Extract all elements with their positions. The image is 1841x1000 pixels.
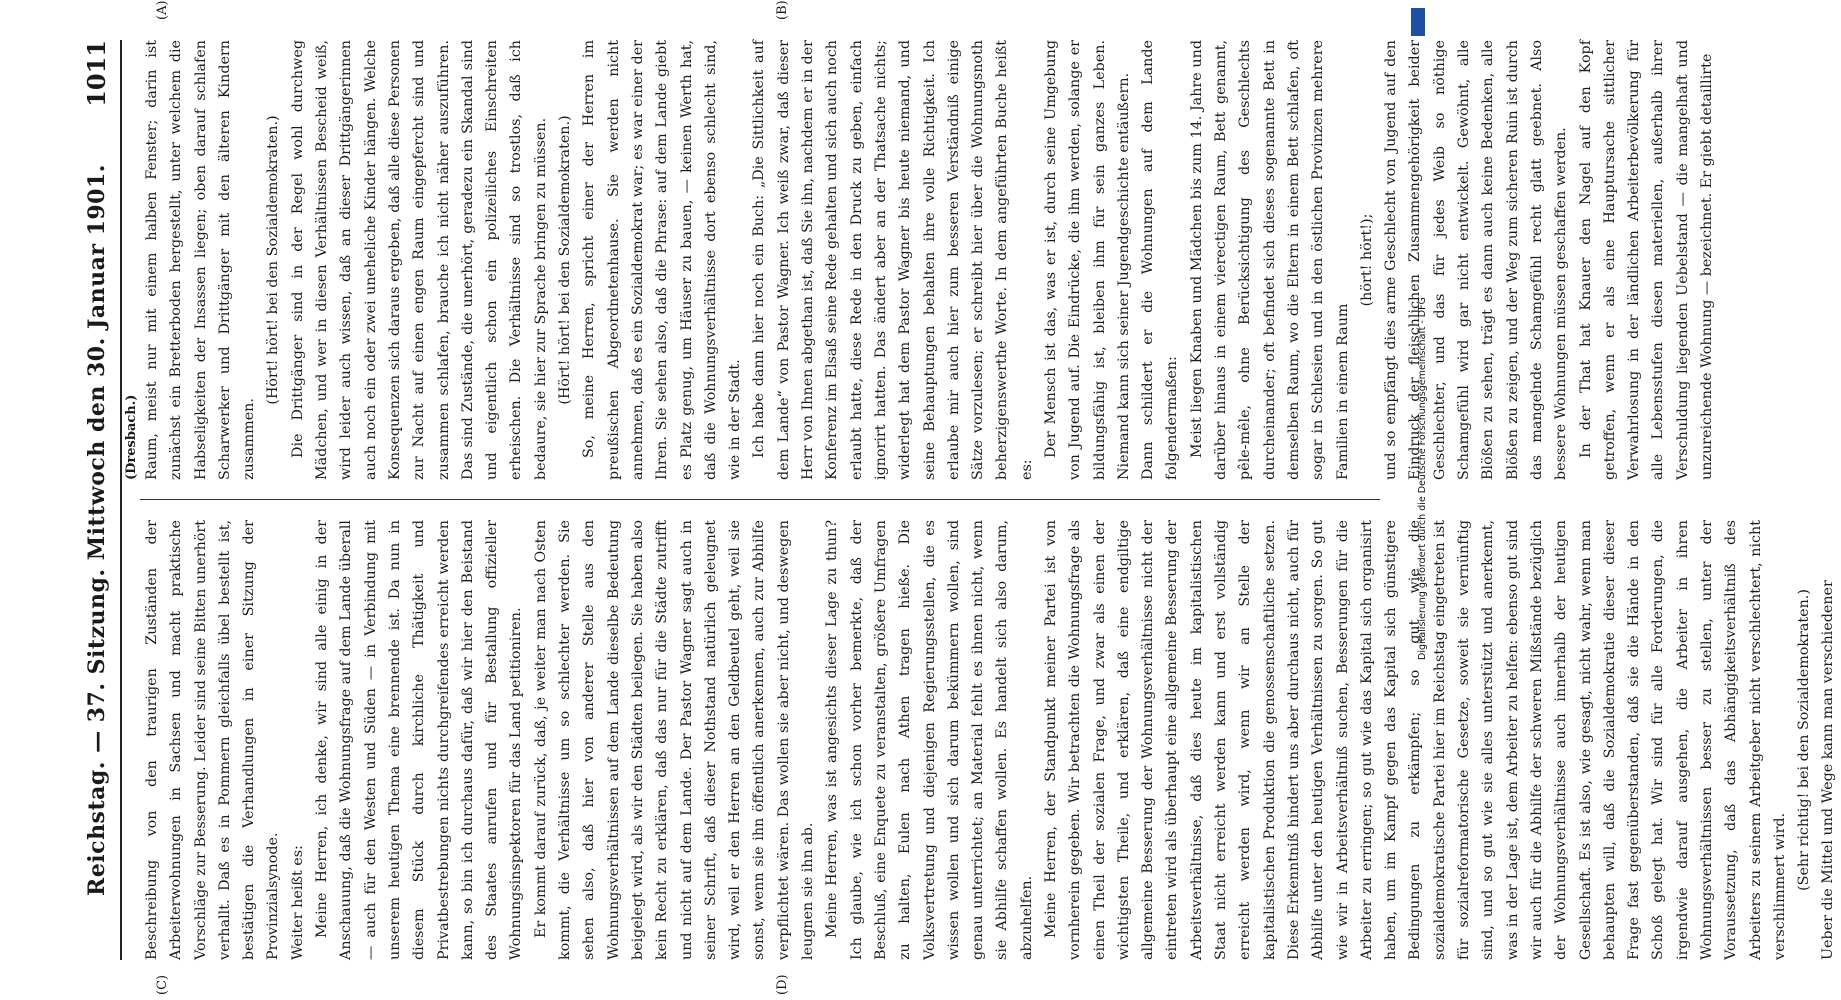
margin-mark-d: (D) [775, 974, 790, 995]
paragraph: Ueber die Mittel und Wege kann man verschiedener [1820, 580, 1837, 960]
paragraph: Raum, meist nur mit einem halben Fenster; darin ist zunächst ein Bretterboden hergestellt, unter welchem die Habseligkeiten der Insassen liegen; oben darauf schlafen Scharwerker und Drittgänger mit den älteren Kindern zusammen. [144, 40, 258, 480]
paragraph: Meine Herren, was ist angesichts dieser Lage zu thun? Ich glaube, wie ich schon vorher bemerkte, daß der Beschluß, eine Enquete zu veranstalten, größere Umfragen zu halten, Eulen nach Athen tragen hieße. Die Volksvertretung und diejenigen Regierungsstellen, die es wissen wollen und sich darum bekümmern wollen, sind genau unterrichtet; an Material fehlt es ihnen nicht, wenn sie Abhilfe schaffen wollen. Es handelt sich also darum, abzuhelfen. [824, 520, 1035, 960]
paragraph: Dann schildert er die Wohnungen auf dem Lande folgendermaßen: [1140, 40, 1181, 480]
paragraph: Meine Herren, der Standpunkt meiner Partei ist von vornherein gegeben. Wir betrachten die Wohnungsfrage als einen Theil der sozialen Frage, und zwar als einen der wichtigsten Theile, und erklären, daß eine endgiltige allgemeine Besserung der Wohnungsverhältnisse nicht der eintreten wird als überhaupt eine allgemeine Besserung der Arbeitsverhältnisse, daß dies heute im kapitalistischen Staat nicht erreicht werden kann und erst vollständig erreicht werden wird, wenn wir an Stelle der kapitalistischen Produktion die genossenschaftliche setzen. Diese Erkenntniß hindert uns aber durchaus nicht, auch für Abhilfe unter den heutigen Verhältnissen zu sorgen. So gut wie wir in Arbeitsverhältniß suchen, Besserungen für die Arbeiter zu erringen; so gut wie das Kapital sich organisirt haben, um im Kampf gegen das Kapital sich günstigere Bedingungen zu erkämpfen; so gut wie die sozialdemokratische Partei hier im Reichstag eingetreten ist für sozialreformatorische Gesetze, soweit sie vernünftig sind, und so gut wie sie alles unterstützt und anerkennt, was in der Lage ist, dem Arbeiter zu helfen: ebenso gut sind wir auch für die Abhilfe der schweren Mißstände bezüglich der Wohnungsverhältnisse auch innerhalb der heutigen Gesellschaft. Es ist also, wie gesagt, nicht wahr, wenn man behaupten will, daß die Sozialdemokratie dieser dieser Frage fast gegenüberstanden, daß sie die Hände in den Schoß gelegt hat. Wir sind für alle Forderungen, die irgendwie darauf ausgehen, die Arbeiter in ihren Wohnungsverhältnissen besser zu stellen, unter der Voraussetzung, daß das Abhängigkeitsverhältniß des Arbeiters zu seinem Arbeitgeber nicht verschlechtert, nicht verschlimmert wird. [1042, 520, 1788, 960]
paragraph: Beschreibung von den traurigen Zuständen der Arbeiterwohnungen in Sachsen und macht praktische Vorschläge zur Besserung. Leider sind seine Bitten unerhört verhallt. Daß es in Pommern gleichfalls übel bestellt ist, bestätigen die Verhandlungen in einer Sitzung der Provinzialsynode. [144, 520, 282, 960]
quote-paragraph: und so empfängt dies arme Geschlecht von Jugend auf den Eindruck der fleischlichen Zusammengehörigkeit beider Geschlechter, und das für jedes Weib so nöthige Schamgefühl wird gar nicht entwickelt. Gewöhnt, alle Blößen zu sehen, trägt es dann auch keine Bedenken, alle Blößen zu zeigen, und der Weg zum sicheren Ruin ist durch das mangelnde Schamgefühl recht glatt geebnet. Also bessere Wohnungen müssen geschaffen werden. [1383, 40, 1570, 480]
digitization-margin [1405, 0, 1435, 1000]
speaker-label: (Dresbach.) [124, 394, 139, 480]
paragraph: Weiter heißt es: [289, 845, 306, 960]
quote-paragraph: Der Mensch ist das, was er ist, durch seine Umgebung von Jugend auf. Die Eindrücke, die ihm werden, solange er bildungsfähig ist, bleiben ihm für sein ganzes Leben. Niemand kann sich seiner Jugendgeschichte entäußern. [1042, 40, 1132, 480]
interjection: (hört! hört!); [1358, 213, 1375, 307]
page-header [80, 40, 122, 960]
interjection: (Sehr richtig! bei den Sozialdemokraten.) [1796, 589, 1813, 891]
interjection: (Hört! hört! bei den Sozialdemokraten.) [265, 115, 282, 405]
paragraph: Ich habe dann hier noch ein Buch: „Die Sittlichkeit auf dem Lande“ von Pastor Wagner. Ich weiß zwar, daß dieser Herr von Ihnen abgethan ist, daß Sie ihn, nachdem er in der Konferenz im Elsaß seine Rede gehalten und sich auch noch erlaubt hatte, diese Rede in den Druck zu geben, einfach ignorirt hatten. Das ändert aber an der Thatsache nichts; widerlegt hat dem Pastor Wagner bis heute niemand, und seine Behauptungen behalten ihre volle Richtigkeit. Ich erlaube mir auch hier zum besseren Verständniß einige Sätze vorzulesen; er schreibt hier über die Wohnungsnoth beherzigenswerthe Worte. In dem angeführten Buche heißt es: [751, 40, 1035, 480]
left-text-column [140, 40, 1719, 480]
quote-paragraph: Meist liegen Knaben und Mädchen bis zum 14. Jahre und darüber hinaus in einem vierectigen Raum, Bett genannt, pêle-mêle, ohne Berücksichtigung des Geschlechts durcheinander; oft befindet sich dieses sogenannte Bett in demselben Raum, wo die Eltern in einem Bett schlafen, oft sogar in Schlesien und in den östlichen Provinzen mehrere Familien in einem Raum [1188, 40, 1351, 480]
margin-mark-b: (B) [775, 0, 790, 20]
interjection: (Hört! hört! bei den Sozialdemokraten.) [557, 115, 574, 405]
paragraph: Er kommt darauf zurück, daß, je weiter man nach Osten kommt, die Verhältnisse um so schlechter werden. Sie sehen also, daß hier von anderer Stelle aus den Wohnungsverhältnissen auf dem Lande dieselbe Bedeutung beigelegt wird, als wir den Städten beilegen. Sie haben also kein Recht zu erklären, daß das nur für die Städte zutrifft und nicht auf dem Lande. Der Pastor Wagner sagt auch in seiner Schrift, daß dieser Nothstand natürlich geleugnet wird, weil er den Herren an den Geldbeutel geht, weil sie sonst, wenn sie ihn öffentlich anerkennen, auch zur Abhilfe verpflichtet wären. Das wollen sie aber nicht, und deswegen leugnen sie ihn ab. [532, 520, 817, 960]
paragraph: In der That hat Knauer den Nagel auf den Kopf getroffen, wenn er als eine Hauptursache sittlicher Verwahrlosung in der ländlichen Arbeiterbevölkerung für alle Lebensstufen diesen materiellen, außerhalb ihrer Verschuldung liegenden Uebelstand — die mangelhaft und unzureichende Wohnung — bezeichnet. Er giebt detaillirte [1577, 40, 1715, 480]
column-divider [140, 499, 1380, 500]
digitization-note: Digitalisierung gefördert durch die Deutsche Forschungsgemeinschaft - DFG [1417, 297, 1428, 660]
quote-paragraph: Meine Herren, ich denke, wir sind alle einig in der Anschauung, daß die Wohnungsfrage auf dem Lande überall — auch für den Westen und Süden — in Verbindung mit unserem heutigen Thema eine brennende ist. Da nun in diesem Stück durch kirchliche Thätigkeit und Privatbestrebungen nichts durchgreifendes erreicht werden kann, so bin ich durchaus dafür, daß wir hier den Beistand des Staates anrufen und für Bestallung offizieller Wohnungsinspektoren für das Land petitioniren. [314, 520, 525, 960]
right-text-column [140, 520, 1841, 960]
page-number: 1011 [82, 40, 111, 107]
paragraph: So, meine Herren, spricht einer der Herren im preußischen Abgeordnetenhause. Sie werden nicht annehmen, daß es ein Sozialdemokrat war; es war einer der Ihren. Sie sehen also, daß die Phrase: auf dem Lande giebt es Platz genug, um Häuser zu bauen, — keinen Werth hat, daß die Wohnungsverhältnisse dort ebenso schlecht sind, wie in der Stadt. [581, 40, 744, 480]
margin-mark-c: (C) [155, 974, 170, 995]
paragraph: Die Drittgänger sind in der Regel wohl durchweg Mädchen, und wer in diesen Verhältnissen Bescheid weiß, wird leider auch wissen, daß an dieser Drittgängerinnen auch noch ein oder zwei uneheliche Kinder hängen. Welche Konsequenzen sich daraus ergeben, daß alle diese Personen zur Nacht auf einen engen Raum eingepfercht sind und zusammen schlafen, brauche ich nicht näher auszuführen. Das sind Zustände, die unerhört, geradezu ein Skandal sind und eigentlich schon ein polizeiliches Einschreiten erheischen. Die Verhältnisse sind so trostlos, daß ich bedaure, sie hier zur Sprache bringen zu müssen. [289, 40, 549, 480]
page-title: Reichstag. — 37. Sitzung. Mittwoch den 30. Januar 1901. [84, 164, 110, 896]
margin-mark-a: (A) [155, 0, 170, 20]
